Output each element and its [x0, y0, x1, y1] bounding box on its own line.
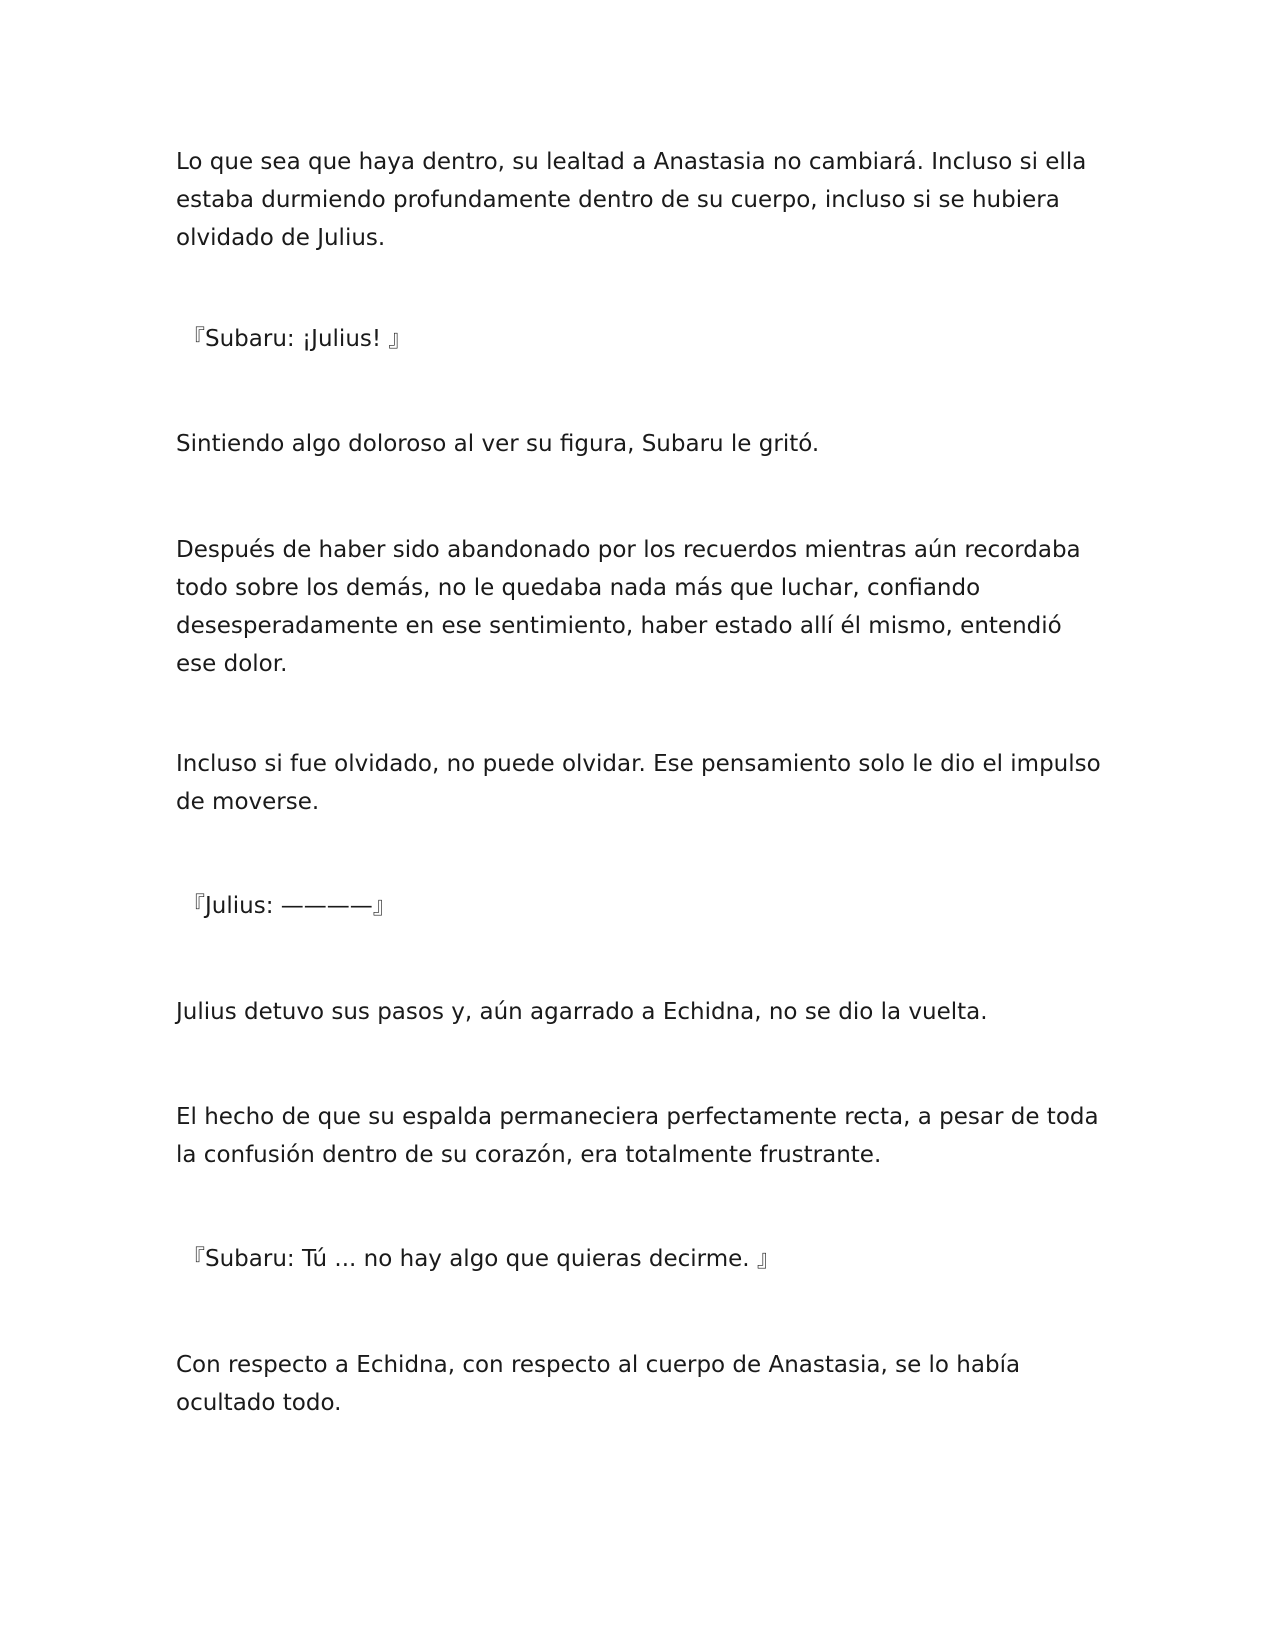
- paragraph-subaru-shouted: Sintiendo algo doloroso al ver su figura, Subaru le gritó.: [176, 431, 820, 457]
- paragraph-loyalty: Lo que sea que haya dentro, su lealtad a Anastasia no cambiará. Incluso si ella estaba durmiendo profundamente dentro de su cuerpo, incluso si se hubiera olvidado de Julius.: [176, 149, 1087, 251]
- paragraph-hidden-everything: Con respecto a Echidna, con respecto al cuerpo de Anastasia, se lo había ocultado todo.: [176, 1352, 1021, 1416]
- paragraph-straight-back: El hecho de que su espalda permaneciera perfectamente recta, a pesar de toda la confusión dentro de su corazón, era totalmente frustrante.: [176, 1104, 1099, 1168]
- dialogue-subaru-julius: 『Subaru: ¡Julius! 』: [182, 326, 412, 352]
- paragraph-julius-stopped: Julius detuvo sus pasos y, aún agarrado a Echidna, no se dio la vuelta.: [176, 999, 988, 1025]
- dialogue-julius-silence: 『Julius: ————』: [182, 893, 396, 919]
- dialogue-subaru-question: 『Subaru: Tú ... no hay algo que quieras decirme. 』: [182, 1246, 780, 1272]
- paragraph-abandoned-memories: Después de haber sido abandonado por los recuerdos mientras aún recordaba todo sobre los demás, no le quedaba nada más que luchar, confiando desesperadamente en ese sentimiento, haber estado allí él mismo, entendió ese dolor.: [176, 537, 1081, 677]
- paragraph-forgotten: Incluso si fue olvidado, no puede olvidar. Ese pensamiento solo le dio el impulso de moverse.: [176, 751, 1101, 815]
